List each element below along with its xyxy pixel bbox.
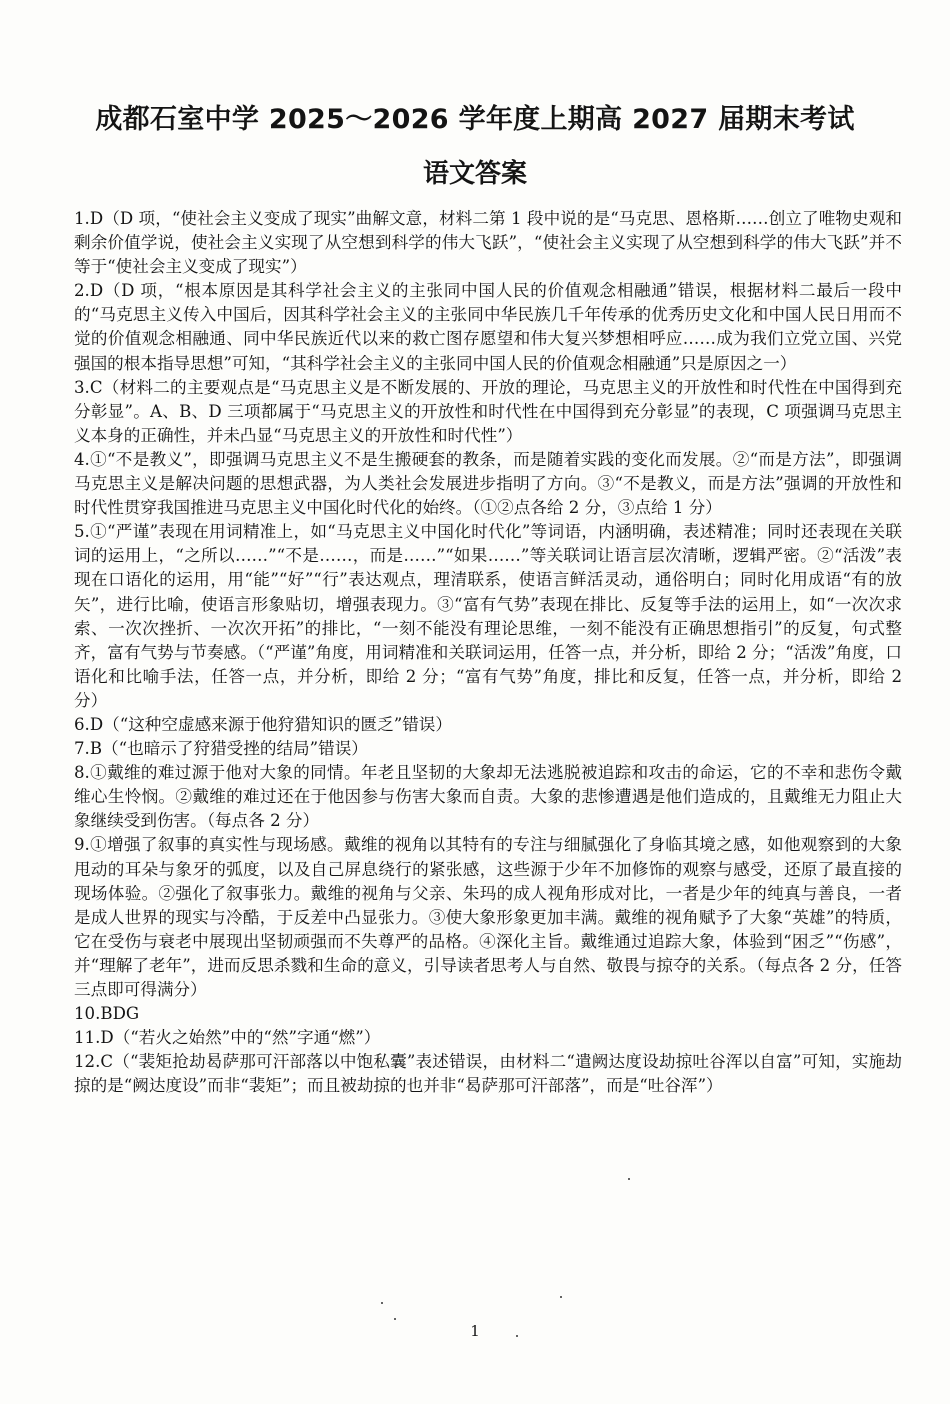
scan-speck	[394, 1318, 396, 1320]
answer-item-9: 9.①增强了叙事的真实性与现场感。戴维的视角以其特有的专注与细腻强化了身临其境之感，如他观察到的大象甩动的耳朵与象牙的弧度，以及自己屏息绕行的紧张感，这些源于少年不加修饰的观察与感受，还原了最直接的现场体验。②强化了叙事张力。戴维的视角与父亲、朱玛的成人视角形成对比，一者是少年的纯真与善良，一者是成人世界的现实与冷酷，于反差中凸显张力。③使大象形象更加丰满。戴维的视角赋予了大象“英雄”的特质，它在受伤与衰老中展现出坚韧顽强而不失尊严的品格。④深化主旨。戴维通过追踪大象，体验到“困乏”“伤感”，并“理解了老年”，进而反思杀戮和生命的意义，引导读者思考人与自然、敬畏与掠夺的关系。（每点各 2 分，任答三点即可得满分）	[74, 835, 902, 999]
answer-item-5: 5.①“严谨”表现在用词精准上，如“马克思主义中国化时代化”等词语，内涵明确，表述精准；同时还表现在关联词的运用上，“之所以……”“不是……，而是……”“如果……”等关联词让语言层次清晰，逻辑严密。②“活泼”表现在口语化的运用，用“能”“好”“行”表达观点，理清联系，使语言鲜活灵动，通俗明白；同时化用成语“有的放矢”，进行比喻，使语言形象贴切，增强表现力。③“富有气势”表现在排比、反复等手法的运用上，如“一次次求索、一次次挫折、一次次开拓”的排比，“一刻不能没有理论思维，一刻不能没有正确思想指引”的反复，句式整齐，富有气势与节奏感。（“严谨”角度，用词精准和关联词运用，任答一点，并分析，即给 2 分；“活泼”角度，口语化和比喻手法，任答一点，并分析，即给 2 分；“富有气势”角度，排比和反复，任答一点，并分析，即给 2 分）	[74, 522, 902, 710]
answer-item-3: 3.C（材料二的主要观点是“马克思主义是不断发展的、开放的理论，马克思主义的开放性和时代性在中国得到充分彰显”。A、B、D 三项都属于“马克思主义的开放性和时代性在中国得到充分彰显”的表现，C 项强调马克思主义本身的正确性，并未凸显“马克思主义的开放性和时代性”）	[74, 377, 902, 445]
scan-speck	[628, 1178, 630, 1180]
answer-item-4: 4.①“不是教义”，即强调马克思主义不是生搬硬套的教条，而是随着实践的变化而发展。②“而是方法”，即强调马克思主义是解决问题的思想武器，为人类社会发展进步指明了方向。③“不是教义，而是方法”强调的开放性和时代性贯穿我国推进马克思主义中国化时代化的始终。（①②点各给 2 分，③点给 1 分）	[74, 449, 902, 518]
answer-item-1: 1.D（D 项，“使社会主义变成了现实”曲解文意，材料二第 1 段中说的是“马克思、恩格斯……创立了唯物史观和剩余价值学说，使社会主义实现了从空想到科学的伟大飞跃”，“使社会主义实现了从空想到科学的伟大飞跃”并不等于“使社会主义变成了现实”）	[74, 209, 902, 277]
answer-item-12: 12.C（“裴矩抢劫曷萨那可汗部落以中饱私囊”表述错误，由材料二“遣阙达度设劫掠吐谷浑以自富”可知，实施劫掠的是“阙达度设”而非“裴矩”；而且被劫掠的也并非“曷萨那可汗部落”，而是“吐谷浑”）	[74, 1052, 902, 1096]
answer-item-10: 10.BDG	[74, 1004, 140, 1024]
answer-item-6: 6.D（“这种空虚感来源于他狩猎知识的匮乏”错误）	[74, 714, 452, 734]
answer-item-8: 8.①戴维的难过源于他对大象的同情。年老且坚韧的大象却无法逃脱被追踪和攻击的命运，它的不幸和悲伤令戴维心生怜悯。②戴维的难过还在于他因参与伤害大象而自责。大象的悲惨遭遇是他们造成的，且戴维无力阻止大象继续受到伤害。（每点各 2 分）	[74, 763, 902, 831]
scan-speck	[381, 1302, 383, 1304]
page-number: 1	[470, 1322, 480, 1340]
answer-item-11: 11.D（“若火之始然”中的“然”字通“燃”）	[74, 1028, 381, 1048]
answer-list	[74, 207, 902, 1098]
document-subtitle: 语文答案	[422, 159, 527, 189]
scan-speck	[560, 1296, 562, 1298]
answer-item-2: 2.D（D 项，“根本原因是其科学社会主义的主张同中国人民的价值观念相融通”错误，根据材料二最后一段中的“马克思主义传入中国后，因其科学社会主义的主张同中华民族几千年传承的优秀历史文化和中国人民日用而不觉的价值观念相融通、同中华民族近代以来的救亡图存愿望和伟大复兴梦想相呼应……成为我们立党立国、兴党强国的根本指导思想”可知，“其科学社会主义的主张同中国人民的价值观念相融通”只是原因之一）	[74, 281, 902, 373]
scan-speck	[516, 1335, 518, 1337]
answer-item-7: 7.B（“也暗示了狩猎受挫的结局”错误）	[74, 739, 368, 759]
document-title: 成都石室中学 2025～2026 学年度上期高 2027 届期末考试	[95, 104, 855, 135]
